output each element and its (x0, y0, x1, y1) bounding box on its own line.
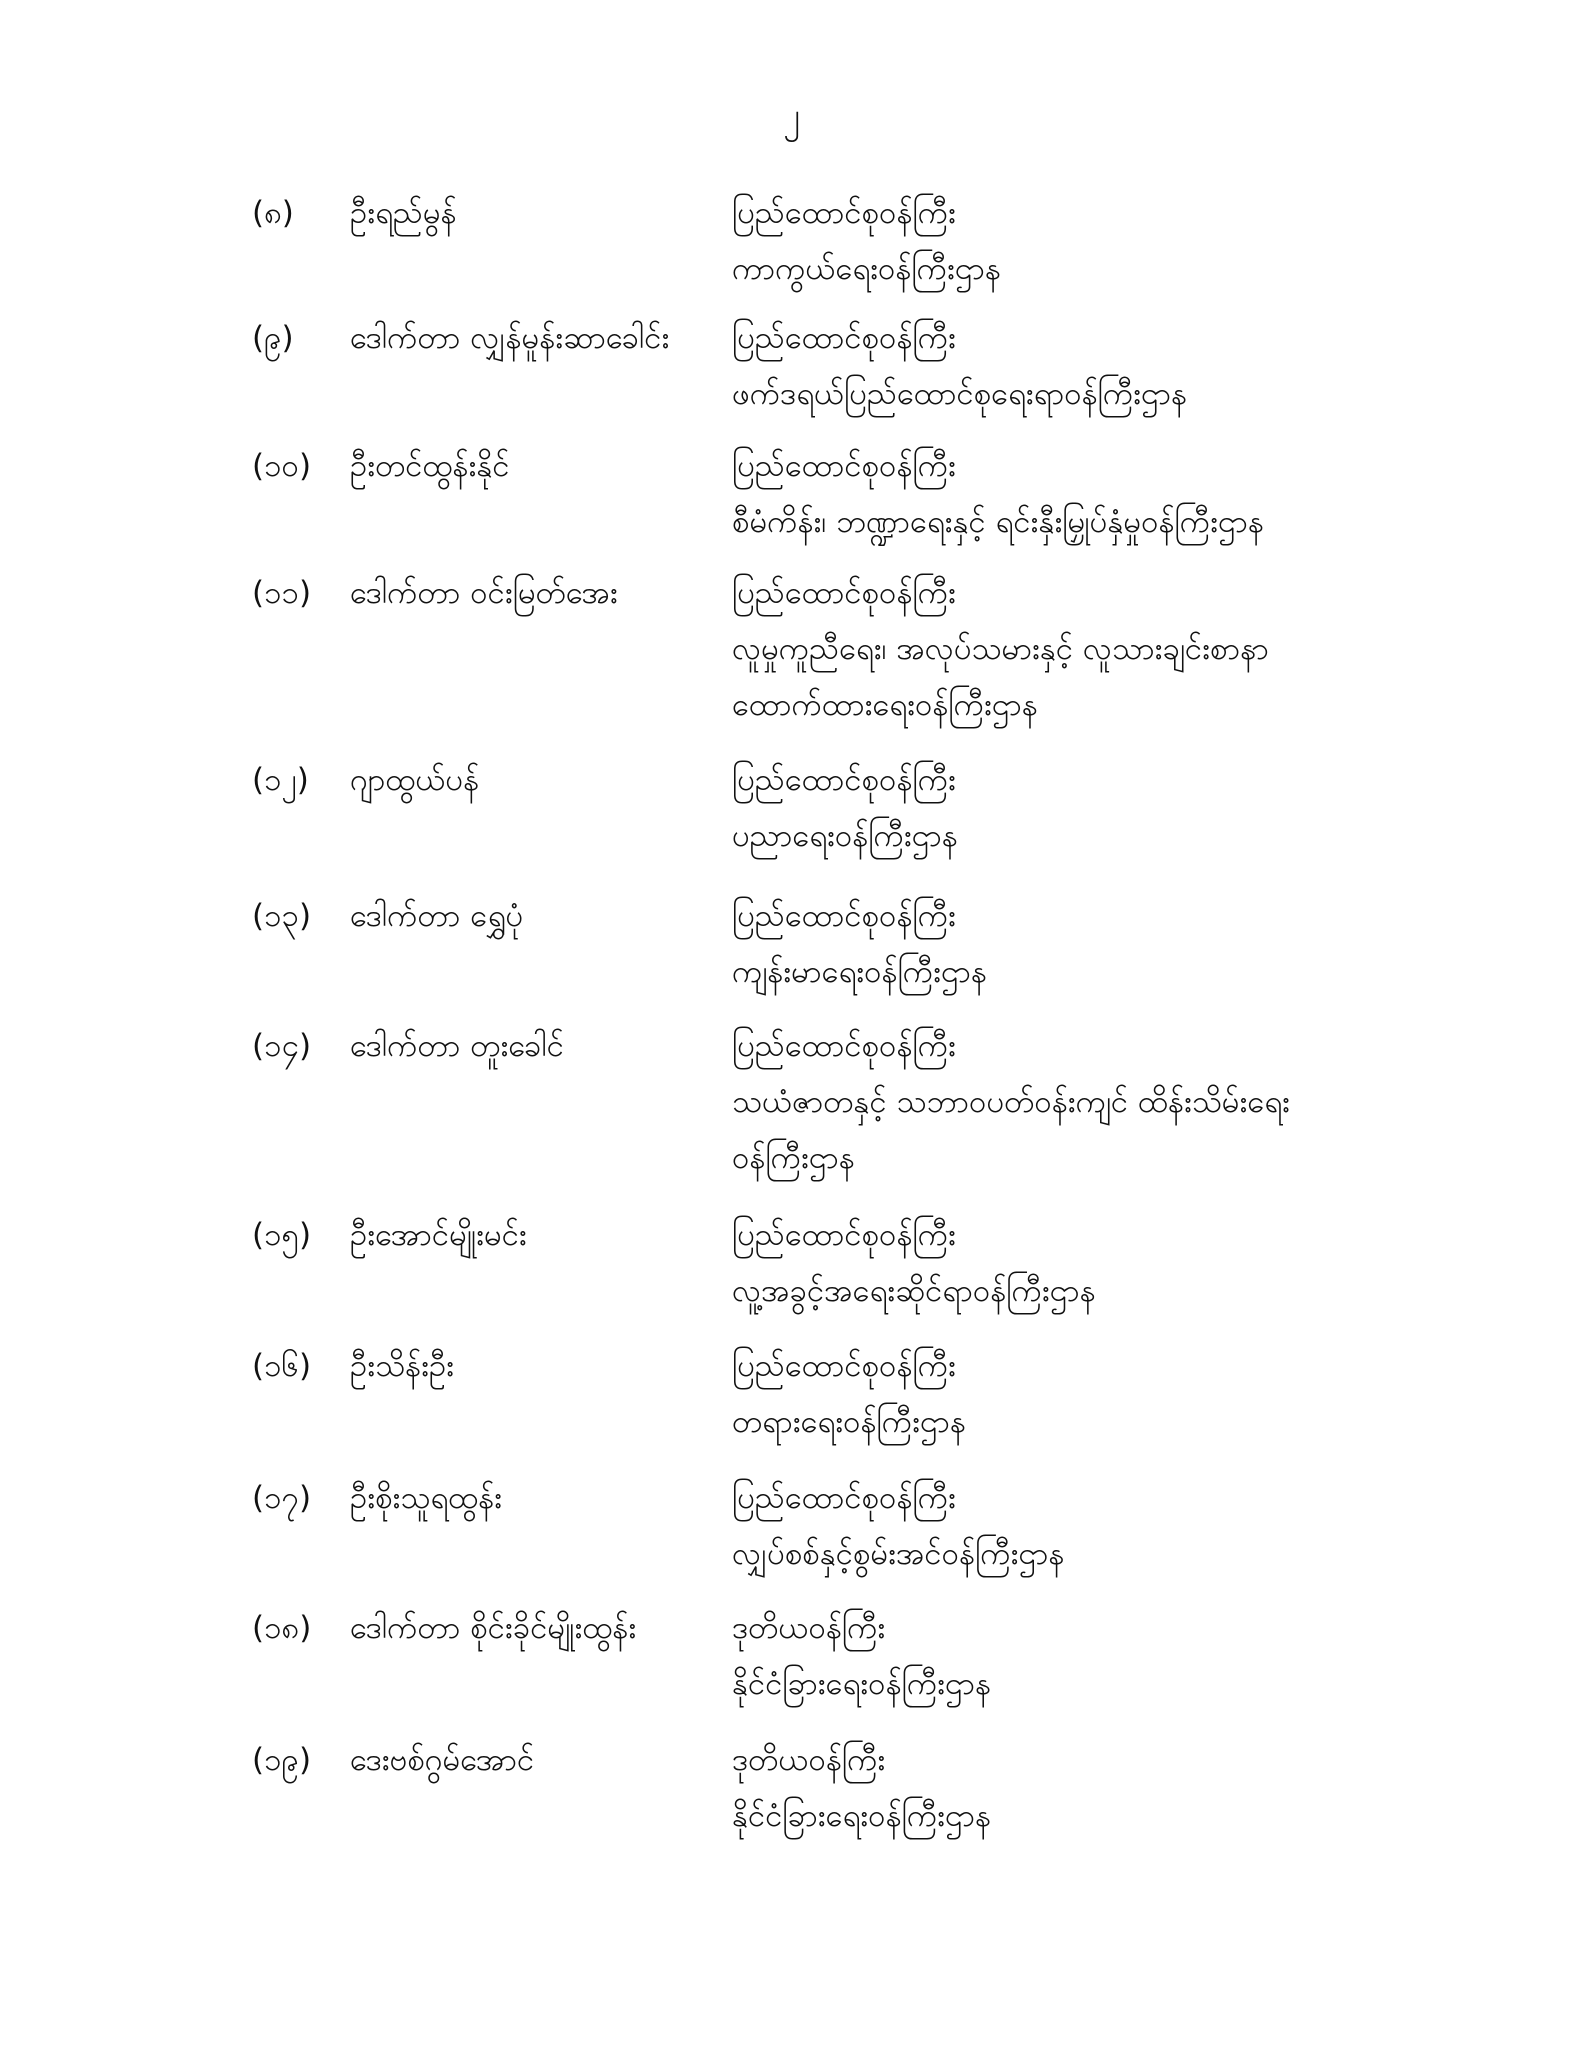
position-line: ပြည်ထောင်စုဝန်ကြီး (732, 1348, 956, 1384)
position-title (732, 438, 1452, 550)
person-name: ဒေါက်တာ ရွှေပုံ (350, 898, 524, 934)
entry-number: (၁၆) (252, 1348, 312, 1384)
position-title (732, 888, 1452, 1000)
entry-number: (၉) (252, 320, 294, 356)
position-line: ပြည်ထောင်စုဝန်ကြီး (732, 320, 956, 356)
person-name: ဦးအောင်မျိုးမင်း (350, 1217, 527, 1253)
person-name: ဒေါက်တာ တူးခေါင် (350, 1028, 564, 1064)
person-name: ဒေါက်တာ စိုင်းခိုင်မျိုးထွန်း (350, 1610, 637, 1646)
position-line: တရားရေးဝန်ကြီးဌာန (732, 1404, 966, 1440)
entry-number: (၁၀) (252, 448, 312, 484)
position-title (732, 1207, 1452, 1319)
position-line: သယံဇာတနှင့် သဘာဝပတ်ဝန်းကျင် ထိန်းသိမ်းရေး (732, 1084, 1290, 1120)
person-name: ဂျာထွယ်ပန် (350, 762, 480, 798)
position-line: ဒုတိယဝန်ကြီး (732, 1610, 886, 1646)
position-title (732, 185, 1452, 297)
position-line: စီမံကိန်း၊ ဘဏ္ဍာရေးနှင့် ရင်းနှီးမြှုပ်နှံမှုဝန်ကြီးဌာန (732, 504, 1264, 540)
position-title (732, 1338, 1452, 1450)
page-number: ၂ (783, 96, 800, 136)
person-name: ဦးတင်ထွန်းနိုင် (350, 448, 510, 484)
person-name: ဒေးဗစ်ဂွမ်အောင် (350, 1742, 535, 1778)
position-line: ဝန်ကြီးဌာန (732, 1140, 855, 1176)
position-line: ပြည်ထောင်စုဝန်ကြီး (732, 1480, 956, 1516)
entry-number: (၁၁) (252, 575, 312, 611)
entry-number: (၁၃) (252, 898, 312, 934)
position-line: ပြည်ထောင်စုဝန်ကြီး (732, 195, 956, 231)
position-line: ကျန်းမာရေးဝန်ကြီးဌာန (732, 954, 987, 990)
person-name: ဦးစိုးသူရထွန်း (350, 1480, 503, 1516)
position-title (732, 1732, 1452, 1844)
position-line: ပြည်ထောင်စုဝန်ကြီး (732, 1217, 956, 1253)
position-line: ဖက်ဒရယ်ပြည်ထောင်စုရေးရာဝန်ကြီးဌာန (732, 376, 1188, 412)
position-line: လျှပ်စစ်နှင့်စွမ်းအင်ဝန်ကြီးဌာန (732, 1536, 1065, 1572)
entry-number: (၁၄) (252, 1028, 312, 1064)
entry-number: (၁၅) (252, 1217, 312, 1253)
entry-number: (၁၇) (252, 1480, 312, 1516)
person-name: ဦးသိန်းဦး (350, 1348, 455, 1384)
position-line: ပြည်ထောင်စုဝန်ကြီး (732, 448, 956, 484)
position-line: လူမှုကူညီရေး၊ အလုပ်သမားနှင့် လူသားချင်းစာနာ (732, 631, 1269, 667)
position-title (732, 1600, 1452, 1712)
position-line: ထောက်ထားရေးဝန်ကြီးဌာန (732, 687, 1038, 723)
entry-number: (၁၈) (252, 1610, 312, 1646)
position-line: ပြည်ထောင်စုဝန်ကြီး (732, 762, 956, 798)
position-line: ပြည်ထောင်စုဝန်ကြီး (732, 1028, 956, 1064)
position-title (732, 310, 1452, 422)
entry-number: (၁၉) (252, 1742, 312, 1778)
position-line: ပညာရေးဝန်ကြီးဌာန (732, 818, 958, 854)
position-title (732, 752, 1452, 864)
person-name: ဒေါက်တာ လျှန်မူန်းဆာခေါင်း (350, 320, 670, 356)
entry-number: (၈) (252, 195, 294, 231)
position-line: နိုင်ငံခြားရေးဝန်ကြီးဌာန (732, 1666, 992, 1702)
position-line: ပြည်ထောင်စုဝန်ကြီး (732, 898, 956, 934)
position-line: ပြည်ထောင်စုဝန်ကြီး (732, 575, 956, 611)
entry-number: (၁၂) (252, 762, 309, 798)
position-line: ကာကွယ်ရေးဝန်ကြီးဌာန (732, 251, 1001, 287)
position-line: ဒုတိယဝန်ကြီး (732, 1742, 886, 1778)
position-title (732, 1470, 1452, 1582)
position-line: လူ့အခွင့်အရေးဆိုင်ရာဝန်ကြီးဌာန (732, 1273, 1096, 1309)
position-line: နိုင်ငံခြားရေးဝန်ကြီးဌာန (732, 1798, 992, 1834)
person-name: ဒေါက်တာ ဝင်းမြတ်အေး (350, 575, 618, 611)
position-title (732, 1018, 1452, 1186)
person-name: ဦးရည်မွန် (350, 195, 457, 231)
position-title (732, 565, 1452, 733)
